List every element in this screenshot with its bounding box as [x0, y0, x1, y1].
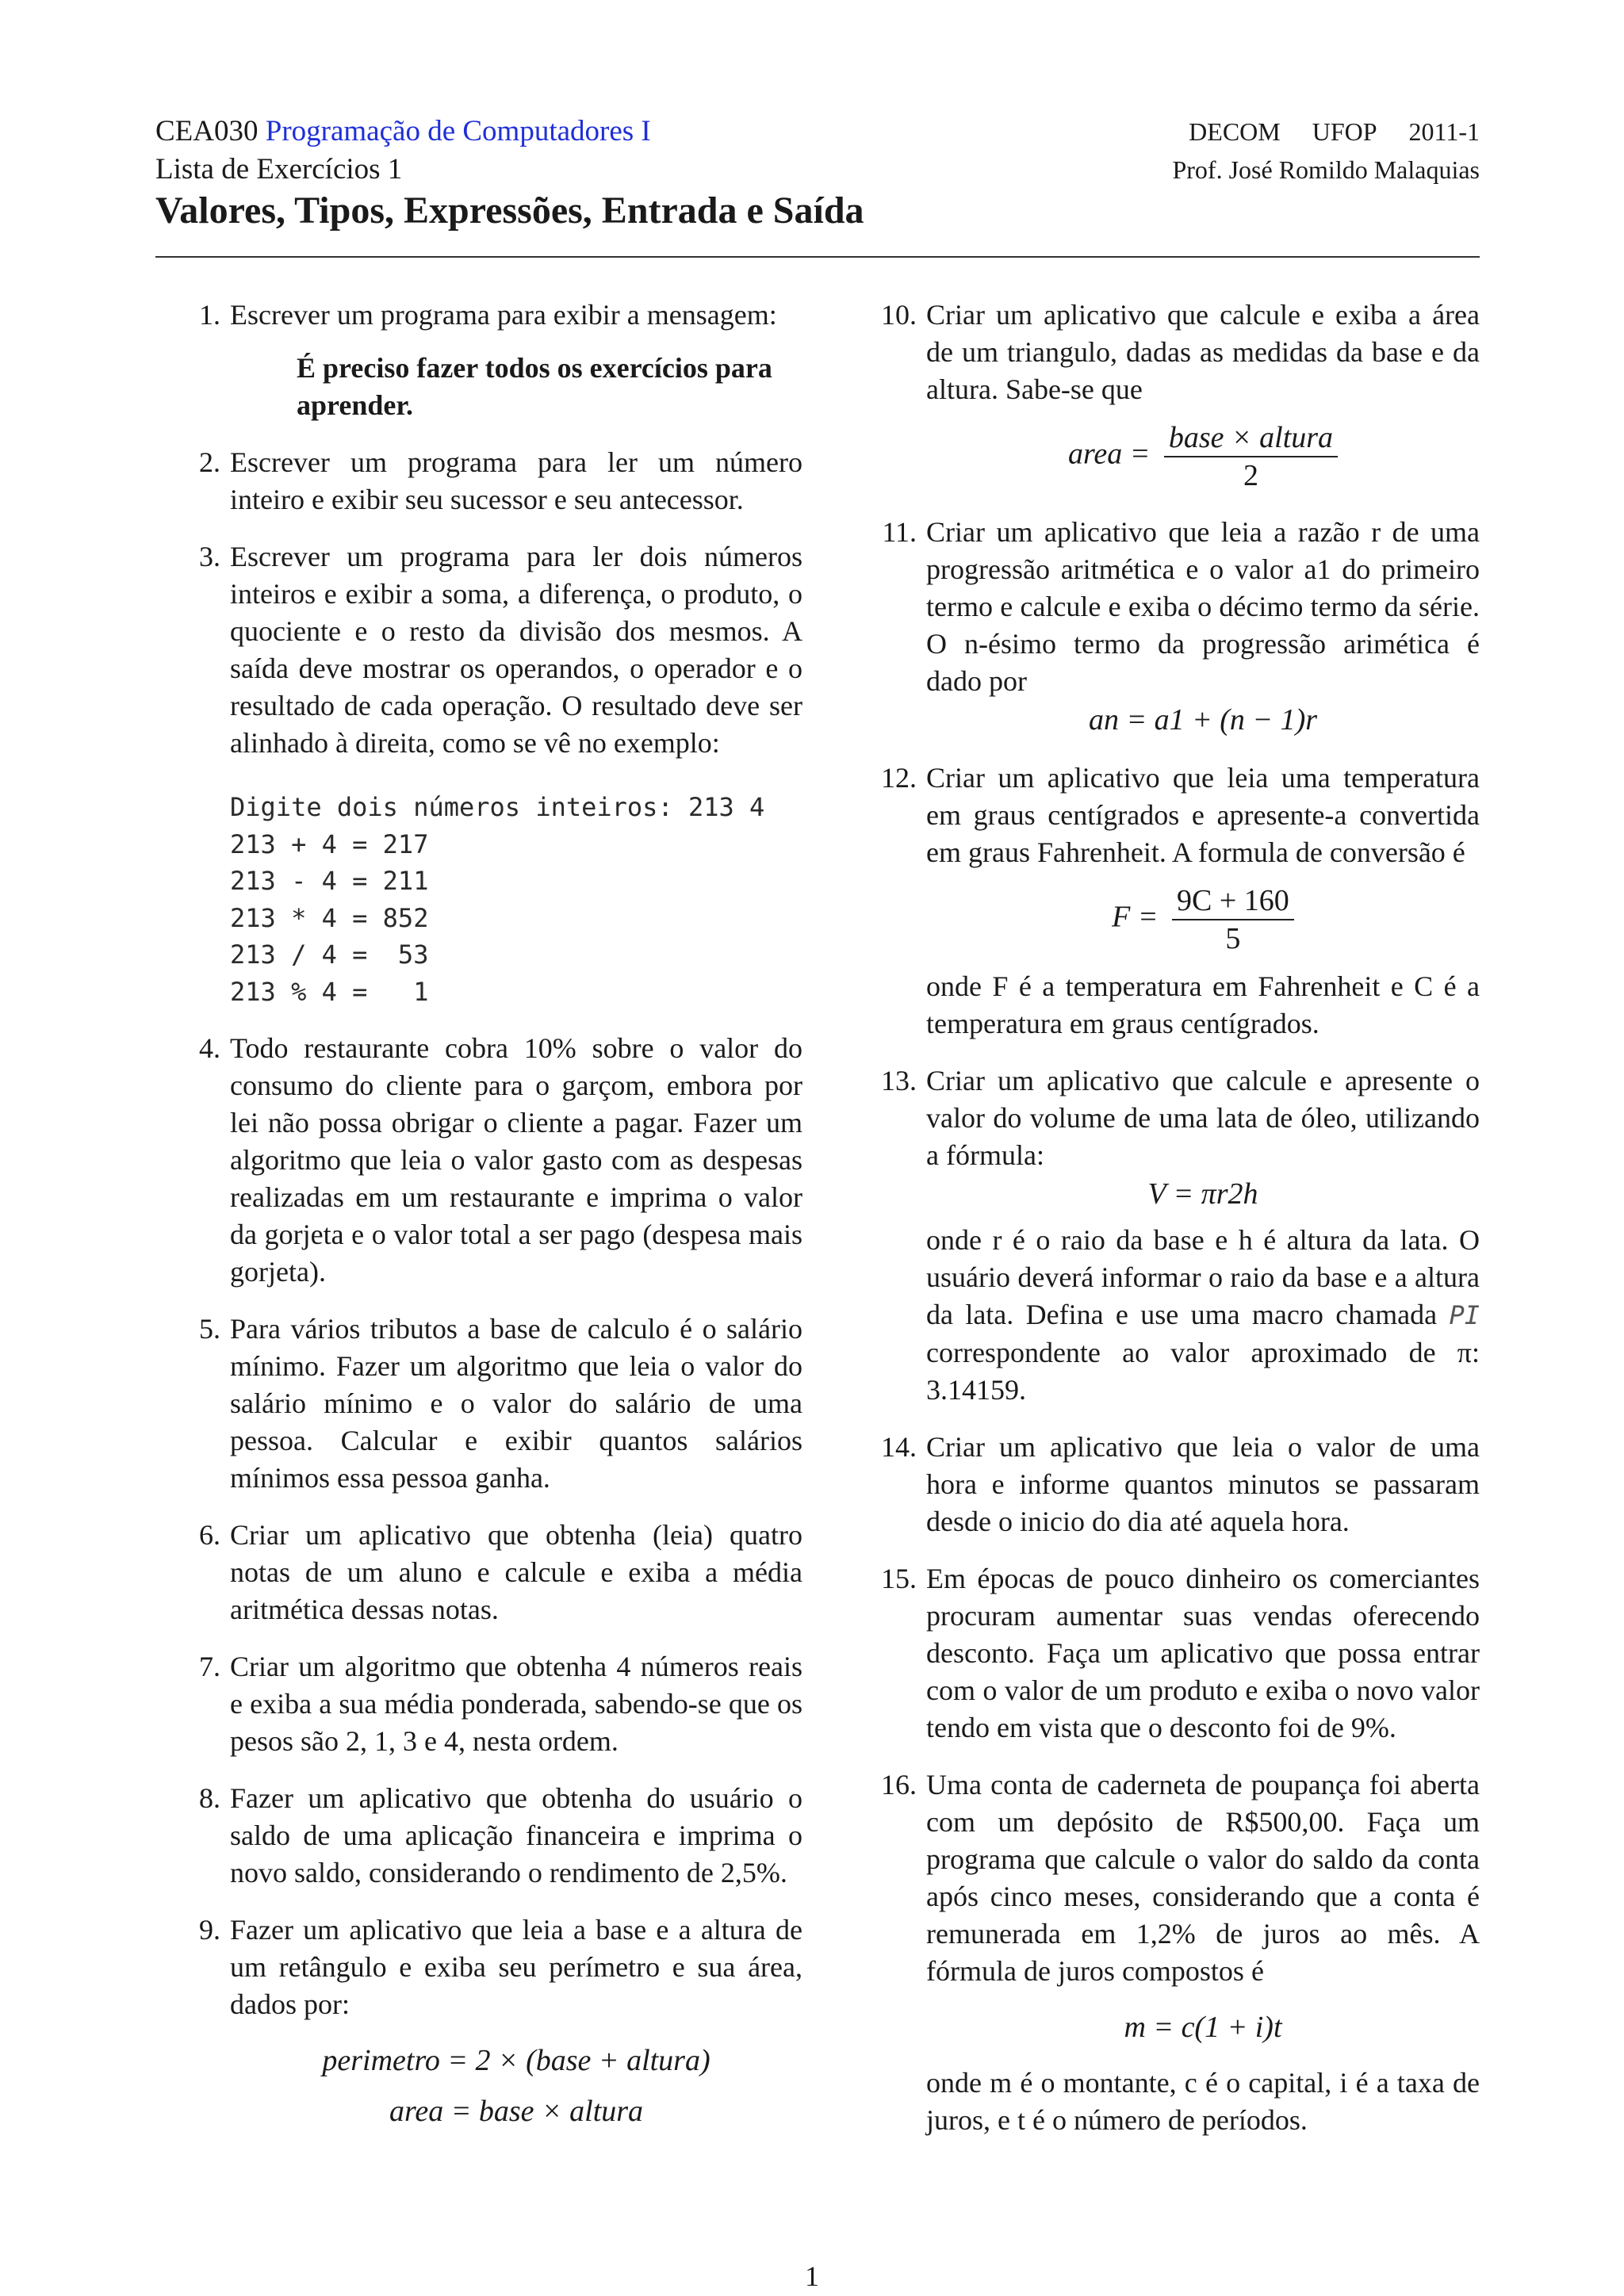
code-line: 213 - 4 = 211 — [230, 866, 429, 896]
exercise-text: Criar um aplicativo que obtenha (leia) quatro notas de um aluno e calcule e exiba a média aritmética dessas notas. — [230, 1519, 802, 1625]
dept: DECOM — [1189, 117, 1281, 146]
exercise-text: Escrever um programa para ler um número inteiro e exibir seu sucessor e seu antecessor. — [230, 446, 802, 515]
exercise-note — [926, 1222, 1480, 1409]
univ: UFOP — [1312, 117, 1377, 146]
exercise-9 — [155, 1911, 802, 2131]
exercise-text: Fazer um aplicativo que leia a base e a altura de um retângulo e exiba seu perímetro e sua área, dados por: — [230, 1914, 802, 2020]
exercise-text: Criar um algoritmo que obtenha 4 números reais e exiba a sua média ponderada, sabendo-se que os pesos são 2, 1, 3 e 4, nesta ordem. — [230, 1651, 802, 1757]
code-line: 213 + 4 = 217 — [230, 828, 429, 859]
exercise-text: Criar um aplicativo que leia uma temperatura em graus centígrados e apresente-a convertida em graus Fahrenheit. A formula de conversão é — [926, 762, 1480, 868]
exercise-13 — [852, 1062, 1480, 1409]
course-name: Programação de Computadores I — [265, 115, 651, 147]
formula-volume — [926, 1174, 1480, 1214]
formula-text: area = base × altura — [389, 2095, 644, 2128]
exercise-15 — [852, 1560, 1480, 1747]
course-code: CEA030 — [155, 115, 259, 147]
code-line: Digite dois números inteiros: 213 4 — [230, 792, 765, 822]
code-example — [230, 789, 802, 1010]
note-text: correspondente ao valor aproximado de π: 3.14159. — [926, 1337, 1480, 1406]
exercise-number: 12. — [881, 762, 917, 794]
fraction — [1172, 882, 1294, 957]
exercise-number: 7. — [199, 1651, 220, 1682]
page-header — [155, 113, 1480, 235]
fraction-numerator: 9C + 160 — [1172, 882, 1294, 920]
exercise-number: 11. — [882, 516, 917, 548]
list-label: Lista de Exercícios 1 — [155, 153, 403, 186]
exercise-text: Escrever um programa para exibir a mensagem: — [230, 299, 777, 331]
exercise-text: Todo restaurante cobra 10% sobre o valor do consumo do cliente para o garçom, embora por lei não possa obrigar o cliente a pagar. Fazer um algoritmo que leia o valor gasto com as despesas realizadas em um restaurante e imprima o valor da gorjeta e o valor total a ser pago (despesa mais gorjeta). — [230, 1032, 802, 1288]
formula-lhs: area = — [1067, 437, 1151, 471]
exercise-6 — [155, 1517, 802, 1628]
formula-text: m = c(1 + i)t — [1124, 2011, 1282, 2044]
fraction-denominator: 5 — [1225, 922, 1241, 955]
exercise-text: Criar um aplicativo que leia a razão r de uma progressão aritmética e o valor a1 do primeiro termo e calcule e exiba o décimo termo da série. O n-ésimo termo da progressão arimética é dado por — [926, 516, 1480, 697]
exercise-number: 10. — [881, 299, 917, 331]
code-line: 213 * 4 = 852 — [230, 902, 429, 933]
exercise-note: onde m é o montante, c é o capital, i é a taxa de juros, e t é o número de períodos. — [926, 2067, 1480, 2136]
exercise-text: Fazer um aplicativo que obtenha do usuário o saldo de uma aplicação financeira e imprima o novo saldo, considerando o rendimento de 2,5%. — [230, 1782, 802, 1888]
formula-area — [230, 2091, 802, 2131]
exercise-number: 6. — [199, 1519, 220, 1551]
exercise-number: 5. — [199, 1313, 220, 1345]
page-title: Valores, Tipos, Expressões, Entrada e Saída — [155, 189, 864, 232]
fraction-denominator: 2 — [1243, 459, 1258, 492]
formula-lhs: F = — [1112, 900, 1159, 934]
fraction — [1164, 419, 1338, 494]
code-line: 213 / 4 = 53 — [230, 939, 429, 970]
left-column — [155, 297, 802, 2151]
exercise-12 — [852, 760, 1480, 1043]
exercise-number: 4. — [199, 1032, 220, 1064]
page-number: 1 — [805, 2260, 819, 2292]
exercise-3 — [155, 538, 802, 1010]
exercise-7 — [155, 1648, 802, 1760]
exercise-text: Para vários tributos a base de calculo é o salário mínimo. Fazer um algoritmo que leia o valor do salário mínimo e o valor do salário de uma pessoa. Calcular e exibir quantos salários mínimos essa pessoa ganha. — [230, 1313, 802, 1494]
exercise-number: 13. — [881, 1065, 917, 1096]
exercise-11 — [852, 514, 1480, 740]
exercise-note: onde F é a temperatura em Fahrenheit e C é a temperatura em graus centígrados. — [926, 970, 1480, 1039]
fraction-numerator: base × altura — [1164, 419, 1338, 457]
macro-name: PI — [1449, 1300, 1480, 1330]
formula-text: an = a1 + (n − 1)r — [1088, 703, 1318, 737]
exercise-2 — [155, 444, 802, 519]
exercise-text: Escrever um programa para ler dois números inteiros e exibir a soma, a diferença, o produto, o quociente e o resto da divisão dos mesmos. A saída deve mostrar os operandos, o operador e o resultado de cada operação. O resultado deve ser alinhado à direita, como se vê no exemplo: — [230, 541, 802, 759]
exercise-text: Uma conta de caderneta de poupança foi aberta com um depósito de R$500,00. Faça um programa que calcule o valor do saldo da conta após cinco meses, considerando que a conta é remunerada em 1,2% de juros ao mês. A fórmula de juros compostos é — [926, 1769, 1480, 1987]
exercise-number: 3. — [199, 541, 220, 572]
exercise-1 — [155, 297, 802, 424]
header-rule — [155, 256, 1480, 258]
exercise-number: 14. — [881, 1431, 917, 1463]
exercise-text: Criar um aplicativo que calcule e apresente o valor do volume de uma lata de óleo, utilizando a fórmula: — [926, 1065, 1480, 1171]
header-row-2 — [155, 151, 1480, 189]
exercise-5 — [155, 1311, 802, 1497]
term: 2011-1 — [1408, 117, 1480, 146]
note-text: onde r é o raio da base e h é altura da lata. O usuário deverá informar o raio da base e a altura da lata. Defina e use uma macro chamada — [926, 1224, 1480, 1330]
exercise-4 — [155, 1030, 802, 1291]
exercise-number: 15. — [881, 1563, 917, 1594]
formula-fahrenheit — [926, 882, 1480, 957]
formula-compound-interest — [926, 2007, 1480, 2047]
exercise-quote: É preciso fazer todos os exercícios para aprender. — [297, 352, 772, 421]
exercise-number: 1. — [199, 299, 220, 331]
exercise-number: 2. — [199, 446, 220, 478]
formula-text: V = πr2h — [1147, 1177, 1258, 1211]
exercise-14 — [852, 1429, 1480, 1540]
header-row-1 — [155, 113, 1480, 151]
right-column — [852, 297, 1480, 2159]
formula-ap-term — [926, 700, 1480, 740]
code-line: 213 % 4 = 1 — [230, 976, 429, 1007]
professor: Prof. José Romildo Malaquias — [1172, 155, 1480, 184]
exercise-text: Criar um aplicativo que calcule e exiba a área de um triangulo, dadas as medidas da base e da altura. Sabe-se que — [926, 299, 1480, 405]
exercise-number: 8. — [199, 1782, 220, 1814]
header-meta — [1189, 113, 1480, 151]
exercise-number: 16. — [881, 1769, 917, 1800]
exercise-text: Criar um aplicativo que leia o valor de uma hora e informe quantos minutos se passaram desde o inicio do dia até aquela hora. — [926, 1431, 1480, 1537]
exercise-16 — [852, 1766, 1480, 2139]
formula-perimeter — [230, 2041, 802, 2080]
formula-triangle-area — [926, 419, 1480, 494]
exercise-8 — [155, 1780, 802, 1892]
formula-text: perimetro = 2 × (base + altura) — [322, 2044, 710, 2077]
exercise-number: 9. — [199, 1914, 220, 1946]
exercise-10 — [852, 297, 1480, 494]
exercise-text: Em épocas de pouco dinheiro os comerciantes procuram aumentar suas vendas oferecendo desconto. Faça um aplicativo que possa entrar com o valor de um produto e exiba o novo valor tendo em vista que o desconto foi de 9%. — [926, 1563, 1480, 1743]
